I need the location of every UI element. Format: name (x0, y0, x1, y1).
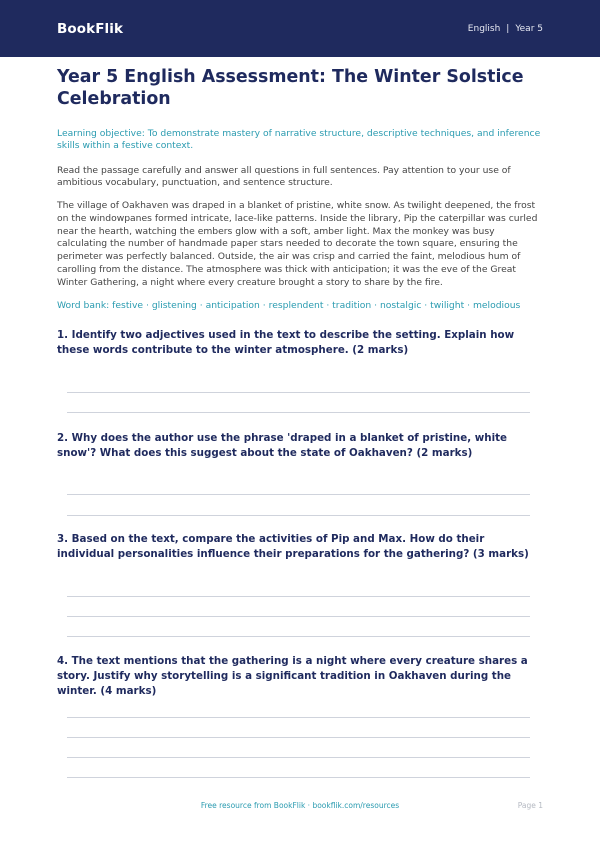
main-content (57, 66, 543, 312)
question-text: 2. Why does the author use the phrase 'draped in a blanket of pristine, white snow'? What does this suggest about the state of Oakhaven? (2 marks) (57, 432, 508, 459)
page-number: Page 1 (517, 801, 543, 810)
question-4 (57, 654, 543, 784)
footer-text[interactable]: Free resource from BookFlik · bookflik.com/resources (200, 801, 400, 810)
header-bar (0, 0, 600, 57)
question-text: 1. Identify two adjectives used in the text to describe the setting. Explain how these words contribute to the winter atmosphere. (2 marks) (57, 329, 515, 356)
question-text: 4. The text mentions that the gathering is a night where every creature shares a story. Justify why storytelling is a significant tradition in Oakhaven during the winter. (4 marks) (57, 655, 528, 697)
answer-line[interactable] (67, 777, 530, 778)
answer-line[interactable] (67, 616, 530, 617)
word-bank: Word bank: festive · glistening · anticipation · resplendent · tradition · nostalgic · twilight · melodious (57, 299, 521, 311)
answer-line[interactable] (67, 596, 530, 597)
question-2 (57, 431, 543, 521)
answer-line[interactable] (67, 737, 530, 738)
header-meta (468, 24, 543, 34)
answer-line[interactable] (67, 636, 530, 637)
answer-line[interactable] (67, 392, 530, 393)
answer-line[interactable] (67, 494, 530, 495)
instructions: Read the passage carefully and answer all questions in full sentences. Pay attention to your use of ambitious vocabulary, punctuation, and sentence structure. (57, 164, 511, 189)
question-1 (57, 328, 543, 418)
page-title: Year 5 English Assessment: The Winter Solstice Celebration (57, 67, 524, 109)
year-label: Year 5 (515, 23, 543, 34)
answer-line[interactable] (67, 757, 530, 758)
brand-logo[interactable]: BookFlik (57, 20, 124, 37)
question-3 (57, 532, 543, 642)
answer-line[interactable] (67, 412, 530, 413)
subject-label: English (467, 23, 501, 34)
meta-separator: | (506, 23, 510, 34)
answer-line[interactable] (67, 717, 530, 718)
learning-objective: Learning objective: To demonstrate mastery of narrative structure, descriptive techniques, and inference skills within a festive context. (57, 128, 541, 152)
reading-passage: The village of Oakhaven was draped in a blanket of pristine, white snow. As twilight deepened, the frost on the windowpanes formed intricate, lace-like patterns. Inside the library, Pip the caterpillar was curled near the hearth, watching the embers glow with a soft, amber light. Max the monkey was busy calculating the number of handmade paper stars needed to decorate the town square, ensuring the perimeter was perfectly balanced. Outside, the air was crisp and carried the faint, melodious hum of carolling from the distance. The atmosphere was thick with anticipation; it was the eve of the Great Winter Gathering, a night where every creature brought a story to share by the fire. (57, 200, 538, 288)
answer-line[interactable] (67, 515, 530, 516)
question-text: 3. Based on the text, compare the activities of Pip and Max. How do their individual personalities influence their preparations for the gathering? (3 marks) (57, 533, 529, 560)
